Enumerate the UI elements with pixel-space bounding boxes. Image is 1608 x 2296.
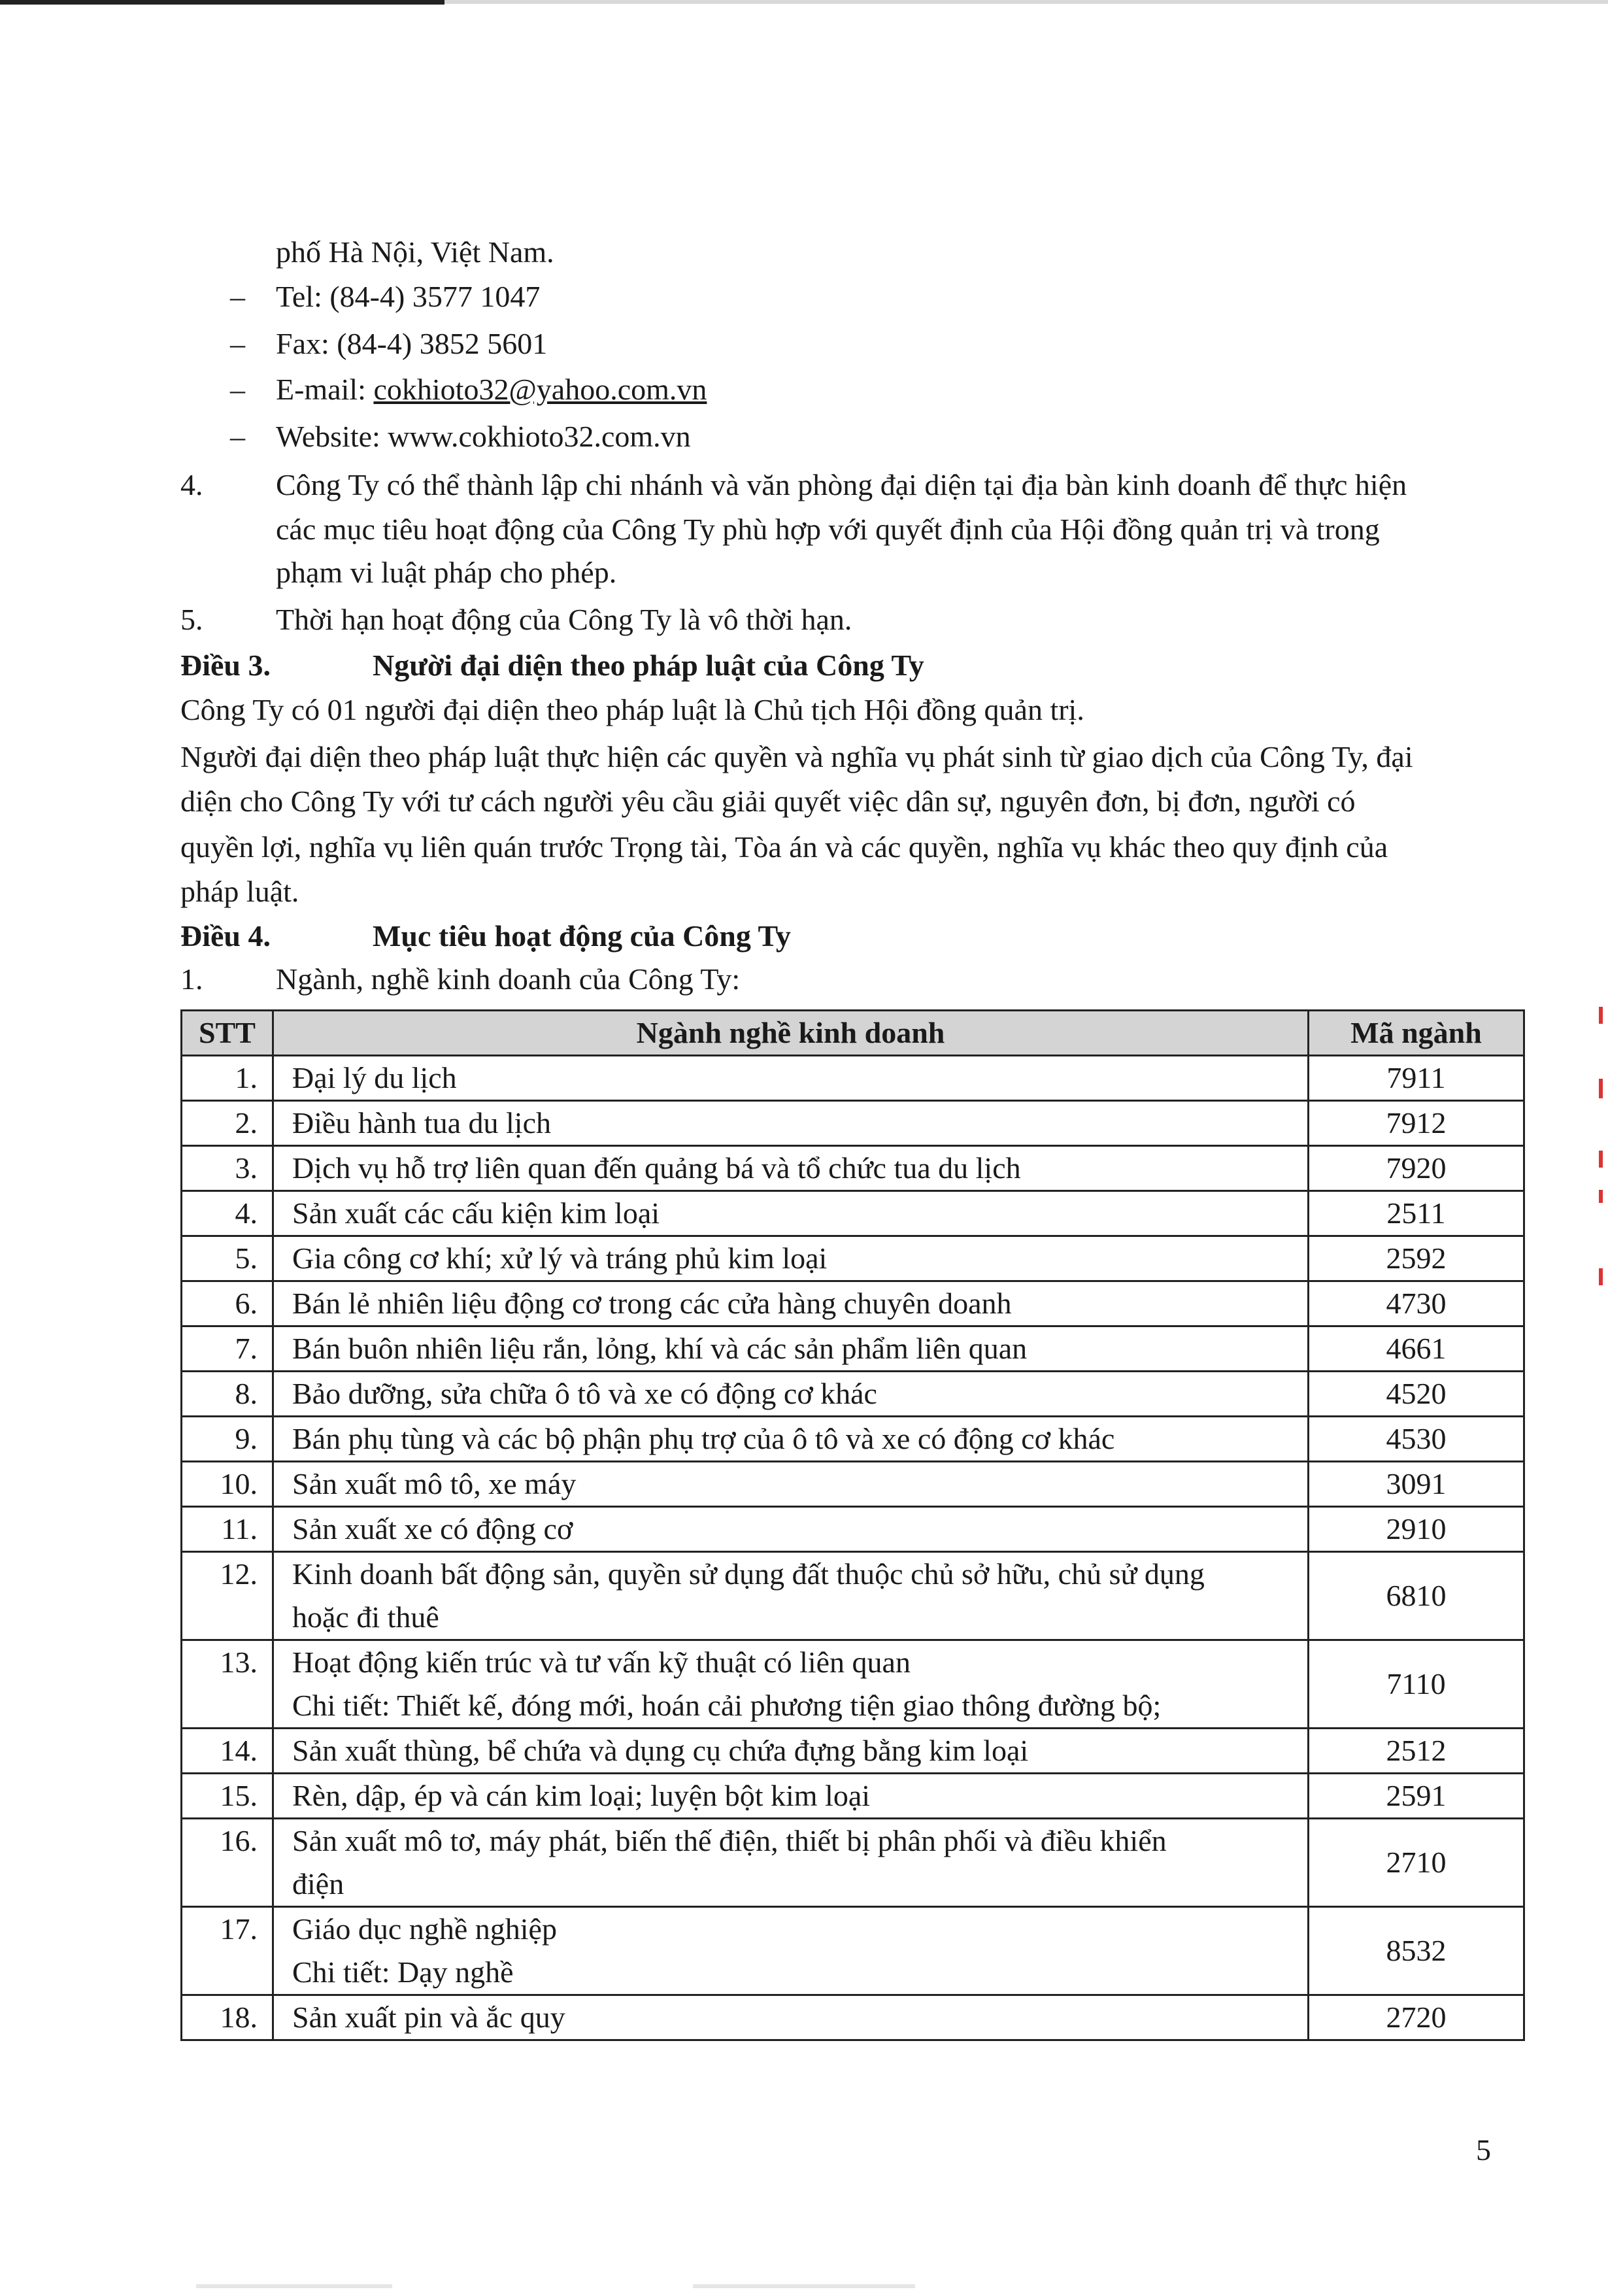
website-text: Website: www.cokhioto32.com.vn [276,420,691,453]
tel-text: Tel: (84-4) 3577 1047 [276,280,541,313]
row-stt: 4. [182,1191,273,1236]
clause-4-line-3: phạm vi luật pháp cho phép. [276,556,617,589]
row-stt: 13. [182,1640,273,1729]
clause-5-number: 5. [180,603,203,636]
row-business-line-text: Giáo dục nghề nghiệp [292,1912,557,1946]
row-code: 8532 [1309,1907,1524,1995]
row-stt: 3. [182,1146,273,1191]
row-stt: 5. [182,1236,273,1281]
row-business-line-text: Dịch vụ hỗ trợ liên quan đến quảng bá và tổ chức tua du lịch [292,1151,1021,1185]
row-code: 4530 [1309,1417,1524,1462]
row-stt: 12. [182,1552,273,1640]
row-business-line-text: Bảo dưỡng, sửa chữa ô tô và xe có động cơ khác [292,1377,877,1410]
row-stt: 17. [182,1907,273,1995]
row-code: 7911 [1309,1056,1524,1101]
table-row [182,1907,1524,1995]
email-label: E-mail: [276,373,374,406]
row-business-line-detail: điện [292,1867,344,1900]
table-row [182,1372,1524,1417]
row-business-line [273,1640,1309,1729]
article-4-item-1-text: Ngành, nghề kinh doanh của Công Ty: [276,962,741,996]
article-3-paragraph-2-line-3: quyền lợi, nghĩa vụ liên quán trước Trọng tài, Tòa án và các quyền, nghĩa vụ khác theo quy định của [180,830,1388,864]
row-code: 3091 [1309,1462,1524,1507]
article-3-paragraph-2-line-2: diện cho Công Ty với tư cách người yêu cầu giải quyết việc dân sự, nguyên đơn, bị đơn, người có [180,785,1356,818]
row-code: 2710 [1309,1819,1524,1907]
row-business-line-text: Hoạt động kiến trúc và tư vấn kỹ thuật có liên quan [292,1646,911,1679]
row-business-line [273,1552,1309,1640]
scan-bottom-mark [693,2284,915,2288]
row-business-line [273,1191,1309,1236]
row-business-line [273,1462,1309,1507]
list-dash: – [230,327,245,360]
scan-red-stamp-edge [1590,981,1608,1308]
row-business-line [273,1995,1309,2040]
row-business-line-text: Sản xuất thùng, bể chứa và dụng cụ chứa đựng bằng kim loại [292,1734,1029,1767]
table-body [182,1056,1524,2040]
header-code: Mã ngành [1309,1011,1524,1056]
table-row [182,1281,1524,1326]
row-business-line-text: Gia công cơ khí; xử lý và tráng phủ kim loại [292,1241,828,1275]
clause-4-line-2: các mục tiêu hoạt động của Công Ty phù hợp với quyết định của Hội đồng quản trị và trong [276,513,1380,546]
row-stt: 18. [182,1995,273,2040]
article-3-paragraph-2-line-1: Người đại diện theo pháp luật thực hiện các quyền và nghĩa vụ phát sinh từ giao dịch của Công Ty, đại [180,740,1413,773]
row-stt: 14. [182,1729,273,1774]
table-row [182,1507,1524,1552]
table-row [182,1462,1524,1507]
list-dash: – [230,280,245,313]
scan-top-mark [0,0,444,5]
row-stt: 9. [182,1417,273,1462]
row-code: 7912 [1309,1101,1524,1146]
table-row [182,1326,1524,1372]
clause-4-number: 4. [180,468,203,501]
list-dash: – [230,420,245,453]
business-lines-table [180,1009,1525,2041]
table-row [182,1552,1524,1640]
table-row [182,1640,1524,1729]
row-stt: 6. [182,1281,273,1326]
row-business-line-detail: Chi tiết: Dạy nghề [292,1955,514,1989]
email-row [276,370,707,409]
article-3-title: Người đại diện theo pháp luật của Công Ty [373,649,924,682]
table-header-row [182,1011,1524,1056]
row-code: 2592 [1309,1236,1524,1281]
row-code: 6810 [1309,1552,1524,1640]
row-business-line [273,1146,1309,1191]
row-business-line-text: Sản xuất mô tơ, máy phát, biến thế điện, thiết bị phân phối và điều khiển [292,1824,1167,1857]
row-code: 4730 [1309,1281,1524,1326]
row-code: 2720 [1309,1995,1524,2040]
row-code: 7920 [1309,1146,1524,1191]
table-row [182,1101,1524,1146]
table-row [182,1236,1524,1281]
row-business-line [273,1819,1309,1907]
row-code: 2511 [1309,1191,1524,1236]
row-business-line [273,1056,1309,1101]
row-business-line-text: Điều hành tua du lịch [292,1106,552,1140]
fax-text: Fax: (84-4) 3852 5601 [276,327,548,360]
row-business-line-detail: Chi tiết: Thiết kế, đóng mới, hoán cải phương tiện giao thông đường bộ; [292,1689,1162,1722]
row-stt: 8. [182,1372,273,1417]
table-row [182,1146,1524,1191]
page-number: 5 [1476,2133,1491,2167]
row-business-line [273,1507,1309,1552]
table-row [182,1056,1524,1101]
table-row [182,1417,1524,1462]
row-business-line [273,1774,1309,1819]
row-business-line-text: Bán phụ tùng và các bộ phận phụ trợ của ô tô và xe có động cơ khác [292,1422,1115,1455]
row-business-line-text: Bán lẻ nhiên liệu động cơ trong các cửa hàng chuyên doanh [292,1287,1012,1320]
table-row [182,1995,1524,2040]
table-row [182,1774,1524,1819]
row-business-line-text: Sản xuất mô tô, xe máy [292,1467,577,1500]
row-stt: 2. [182,1101,273,1146]
row-business-line-text: Sản xuất pin và ắc quy [292,2001,565,2034]
row-stt: 10. [182,1462,273,1507]
row-code: 4661 [1309,1326,1524,1372]
row-business-line-detail: hoặc đi thuê [292,1600,439,1634]
scan-bottom-mark [196,2284,392,2288]
header-business-line: Ngành nghề kinh doanh [273,1011,1309,1056]
row-code: 7110 [1309,1640,1524,1729]
row-stt: 1. [182,1056,273,1101]
address-continuation: phố Hà Nội, Việt Nam. [276,235,554,269]
row-business-line [273,1907,1309,1995]
table-row [182,1729,1524,1774]
row-code: 2910 [1309,1507,1524,1552]
row-business-line-text: Rèn, dập, ép và cán kim loại; luyện bột kim loại [292,1779,871,1812]
row-business-line-text: Sản xuất xe có động cơ [292,1512,573,1545]
row-business-line [273,1372,1309,1417]
row-business-line-text: Sản xuất các cấu kiện kim loại [292,1196,660,1230]
article-4-title: Mục tiêu hoạt động của Công Ty [373,919,791,953]
row-business-line-text: Bán buôn nhiên liệu rắn, lỏng, khí và các sản phẩm liên quan [292,1332,1028,1365]
row-business-line [273,1281,1309,1326]
article-4-label: Điều 4. [180,919,271,953]
row-business-line [273,1417,1309,1462]
article-3-label: Điều 3. [180,649,271,682]
row-stt: 16. [182,1819,273,1907]
list-dash: – [230,373,245,406]
row-stt: 11. [182,1507,273,1552]
row-business-line [273,1101,1309,1146]
row-stt: 15. [182,1774,273,1819]
article-4-item-1-number: 1. [180,962,203,996]
row-business-line [273,1729,1309,1774]
article-3-paragraph-2-line-4: pháp luật. [180,875,299,908]
table-row [182,1191,1524,1236]
article-3-paragraph-1: Công Ty có 01 người đại diện theo pháp luật là Chủ tịch Hội đồng quản trị. [180,693,1084,726]
row-code: 2512 [1309,1729,1524,1774]
row-business-line [273,1236,1309,1281]
clause-4-line-1: Công Ty có thể thành lập chi nhánh và văn phòng đại diện tại địa bàn kinh doanh để thực hiện [276,468,1407,501]
row-code: 2591 [1309,1774,1524,1819]
row-business-line-text: Kinh doanh bất động sản, quyền sử dụng đất thuộc chủ sở hữu, chủ sử dụng [292,1557,1205,1591]
table-row [182,1819,1524,1907]
row-stt: 7. [182,1326,273,1372]
email-link[interactable]: cokhioto32@yahoo.com.vn [373,373,707,406]
header-stt: STT [182,1011,273,1056]
row-business-line-text: Đại lý du lịch [292,1061,457,1094]
row-business-line [273,1326,1309,1372]
row-code: 4520 [1309,1372,1524,1417]
clause-5-text: Thời hạn hoạt động của Công Ty là vô thời hạn. [276,603,852,636]
